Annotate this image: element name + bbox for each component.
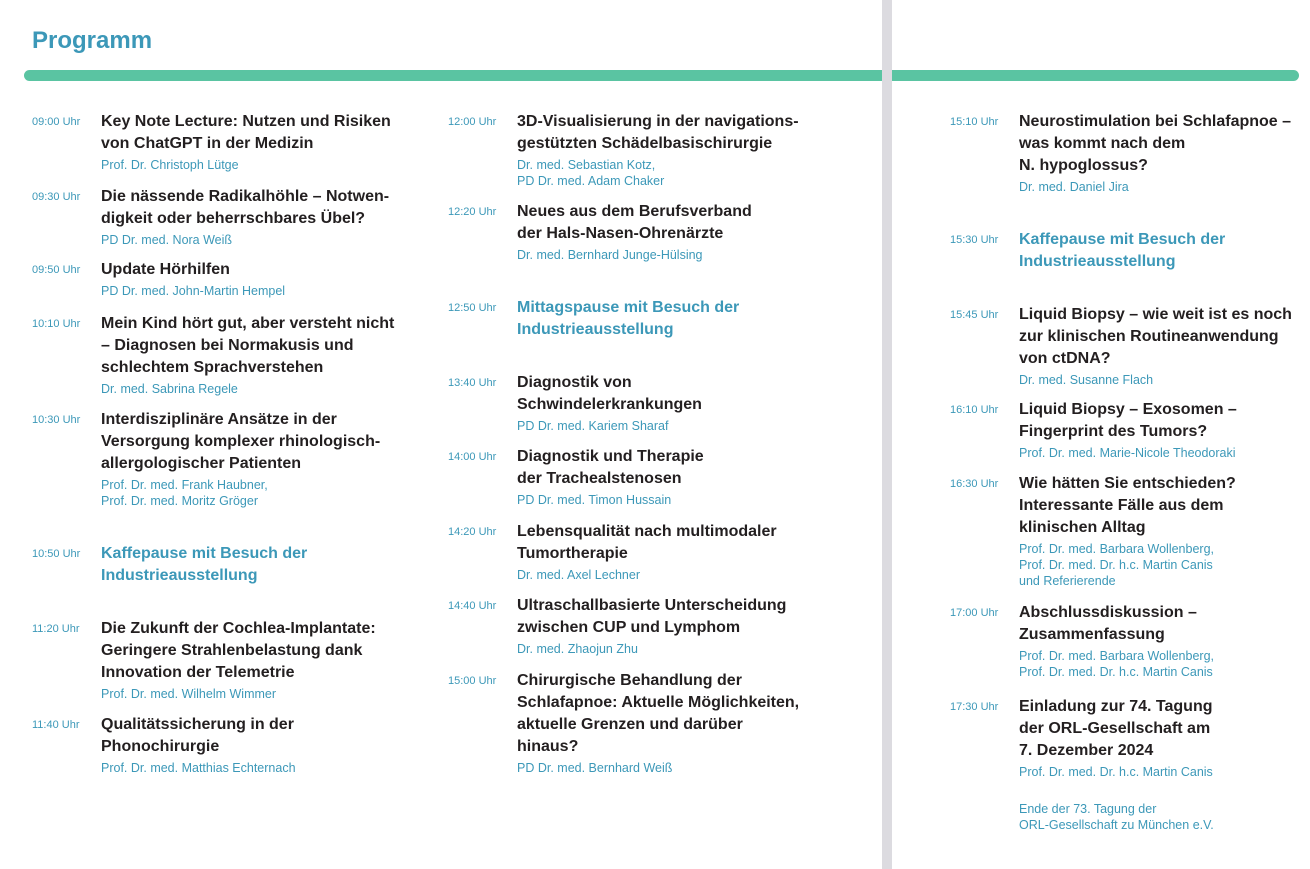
schedule-item (32, 186, 389, 248)
session-body (1019, 399, 1237, 461)
title-line: der Hals-Nasen-Ohrenärzte (517, 225, 724, 242)
session-time: 12:00 Uhr (448, 116, 497, 128)
title-line: schlechtem Sprachverstehen (101, 359, 324, 376)
session-title (1019, 304, 1292, 370)
schedule-item (950, 304, 1292, 388)
session-body (517, 372, 702, 434)
session-title (517, 446, 704, 490)
title-line: Qualitätssicherung in der (101, 716, 294, 733)
page-title: Programm (32, 27, 153, 54)
session-body (1019, 304, 1292, 388)
session-body (1019, 229, 1225, 273)
title-line: Industrieausstellung (517, 321, 674, 338)
schedule-item (448, 521, 777, 583)
session-speakers (101, 477, 380, 509)
session-body (101, 111, 391, 173)
speaker-line: PD Dr. med. Timon Hussain (517, 493, 672, 507)
schedule-item (950, 399, 1237, 461)
schedule-item (32, 714, 296, 776)
title-line: Die nässende Radikalhöhle – Notwen- (101, 188, 390, 205)
session-body (517, 111, 799, 189)
session-time: 17:00 Uhr (950, 607, 999, 619)
session-time: 16:10 Uhr (950, 404, 999, 416)
title-line: der ORL-Gesellschaft am (1019, 720, 1211, 737)
title-line: zur klinischen Routineanwendung (1019, 328, 1279, 345)
title-line: Kaffepause mit Besuch der (101, 545, 308, 562)
session-time: 09:00 Uhr (32, 116, 81, 128)
schedule-item (448, 446, 704, 508)
session-time: 14:20 Uhr (448, 526, 497, 538)
session-time: 15:10 Uhr (950, 116, 999, 128)
title-line: was kommt nach dem (1019, 135, 1186, 152)
session-body (101, 313, 394, 397)
session-time: 15:45 Uhr (950, 309, 999, 321)
session-speakers (517, 157, 799, 189)
schedule-item (448, 372, 702, 434)
session-body (517, 521, 777, 583)
closing-note (1019, 801, 1214, 833)
session-time: 14:40 Uhr (448, 600, 497, 612)
session-time: 09:30 Uhr (32, 191, 81, 203)
title-line: Liquid Biopsy – wie weit ist es noch (1019, 306, 1292, 323)
speaker-line: Dr. med. Daniel Jira (1019, 180, 1129, 194)
session-body (101, 543, 307, 587)
speaker-line: Prof. Dr. med. Dr. h.c. Martin Canis (1019, 558, 1213, 572)
session-title (517, 201, 752, 245)
session-speakers (1019, 764, 1213, 780)
session-body (101, 618, 376, 702)
title-line: Liquid Biopsy – Exosomen – (1019, 401, 1237, 418)
title-line: Schlafapnoe: Aktuelle Möglichkeiten, (517, 694, 800, 711)
schedule-item (950, 696, 1213, 780)
schedule-item (950, 229, 1225, 273)
session-body (517, 446, 704, 508)
session-speakers (1019, 372, 1292, 388)
title-line: Neurostimulation bei Schlafapnoe – (1019, 113, 1292, 130)
session-body (101, 714, 296, 776)
speaker-line: PD Dr. med. Bernhard Weiß (517, 761, 673, 775)
session-body (101, 186, 389, 248)
title-line: Ultraschallbasierte Unterscheidung (517, 597, 787, 614)
title-line: Zusammenfassung (1019, 626, 1165, 643)
session-speakers (101, 157, 391, 173)
session-title (101, 186, 389, 230)
title-line: von ChatGPT in der Medizin (101, 135, 314, 152)
speaker-line: Prof. Dr. med. Dr. h.c. Martin Canis (1019, 765, 1213, 779)
speaker-line: Prof. Dr. med. Dr. h.c. Martin Canis (1019, 665, 1213, 679)
session-time: 15:00 Uhr (448, 675, 497, 687)
title-line: Phonochirurgie (101, 738, 220, 755)
session-speakers (517, 567, 777, 583)
title-line: digkeit oder beherrschbares Übel? (101, 210, 366, 227)
title-line: klinischen Alltag (1019, 519, 1146, 536)
title-line: Kaffepause mit Besuch der (1019, 231, 1226, 248)
session-speakers (1019, 179, 1291, 195)
schedule-item (32, 543, 307, 587)
title-line: 3D-Visualisierung in der navigations- (517, 113, 799, 130)
header-divider-bar (24, 70, 1299, 81)
title-line: aktuelle Grenzen und darüber (517, 716, 743, 733)
session-title (1019, 473, 1236, 539)
closing-note-line: ORL-Gesellschaft zu München e.V. (1019, 818, 1214, 832)
speaker-line: Prof. Dr. med. Barbara Wollenberg, (1019, 649, 1214, 663)
session-time: 10:10 Uhr (32, 318, 81, 330)
session-speakers (101, 283, 285, 299)
schedule-item (448, 670, 799, 776)
session-speakers (101, 232, 389, 248)
session-speakers (1019, 648, 1214, 680)
title-line: Industrieausstellung (1019, 253, 1176, 270)
title-line: Innovation der Telemetrie (101, 664, 295, 681)
session-body (517, 670, 799, 776)
title-line: Update Hörhilfen (101, 261, 230, 278)
title-line: von ctDNA? (1019, 350, 1111, 367)
session-speakers (517, 247, 752, 263)
speaker-line: PD Dr. med. Kariem Sharaf (517, 419, 669, 433)
session-title (1019, 602, 1214, 646)
page-fold-divider (882, 0, 892, 869)
session-body (517, 201, 752, 263)
title-line: Neues aus dem Berufsverband (517, 203, 752, 220)
session-body (1019, 473, 1236, 589)
break-title (101, 543, 307, 587)
session-title (1019, 111, 1291, 177)
title-line: Wie hätten Sie entschieden? (1019, 475, 1236, 492)
schedule-item (448, 297, 739, 341)
speaker-line: Dr. med. Sabrina Regele (101, 382, 238, 396)
title-line: gestützten Schädelbasischirurgie (517, 135, 773, 152)
title-line: Diagnostik und Therapie (517, 448, 704, 465)
title-line: Key Note Lecture: Nutzen und Risiken (101, 113, 391, 130)
schedule-item (950, 602, 1214, 680)
title-line: Fingerprint des Tumors? (1019, 423, 1208, 440)
session-speakers (517, 492, 704, 508)
speaker-line: Prof. Dr. Christoph Lütge (101, 158, 239, 172)
session-time: 12:50 Uhr (448, 302, 497, 314)
speaker-line: und Referierende (1019, 574, 1116, 588)
schedule-item (448, 595, 786, 657)
title-line: der Trachealstenosen (517, 470, 682, 487)
session-time: 11:20 Uhr (32, 623, 80, 635)
session-title (101, 618, 376, 684)
title-line: Abschlussdiskussion – (1019, 604, 1197, 621)
speaker-line: PD Dr. med. Adam Chaker (517, 174, 665, 188)
session-time: 11:40 Uhr (32, 719, 80, 731)
schedule-item (32, 111, 391, 173)
title-line: hinaus? (517, 738, 579, 755)
session-title (517, 670, 799, 758)
session-speakers (101, 760, 296, 776)
speaker-line: Prof. Dr. med. Frank Haubner, (101, 478, 268, 492)
session-time: 13:40 Uhr (448, 377, 497, 389)
session-speakers (517, 641, 786, 657)
schedule-item (32, 618, 376, 702)
session-speakers (1019, 445, 1237, 461)
title-line: Industrieausstellung (101, 567, 258, 584)
title-line: Die Zukunft der Cochlea-Implantate: (101, 620, 376, 637)
session-time: 09:50 Uhr (32, 264, 81, 276)
session-time: 12:20 Uhr (448, 206, 497, 218)
speaker-line: Dr. med. Susanne Flach (1019, 373, 1154, 387)
title-line: Interdisziplinäre Ansätze in der (101, 411, 337, 428)
title-line: Interessante Fälle aus dem (1019, 497, 1224, 514)
schedule-item (448, 201, 752, 263)
session-title (101, 259, 285, 281)
schedule-item (32, 259, 285, 299)
session-body (101, 409, 380, 509)
speaker-line: Prof. Dr. med. Moritz Gröger (101, 494, 258, 508)
title-line: Lebensqualität nach multimodaler (517, 523, 777, 540)
session-title (1019, 399, 1237, 443)
title-line: Diagnostik von (517, 374, 632, 391)
speaker-line: PD Dr. med. Nora Weiß (101, 233, 233, 247)
title-line: allergologischer Patienten (101, 455, 302, 472)
session-title (101, 111, 391, 155)
schedule-item (32, 409, 380, 509)
session-speakers (1019, 541, 1236, 589)
schedule-item (950, 111, 1291, 195)
speaker-line: Prof. Dr. med. Matthias Echternach (101, 761, 296, 775)
speaker-line: Dr. med. Axel Lechner (517, 568, 640, 582)
speaker-line: Prof. Dr. med. Marie-Nicole Theodoraki (1019, 446, 1236, 460)
title-line: Versorgung komplexer rhinologisch- (101, 433, 381, 450)
speaker-line: Prof. Dr. med. Barbara Wollenberg, (1019, 542, 1214, 556)
session-body (1019, 696, 1213, 780)
title-line: 7. Dezember 2024 (1019, 742, 1154, 759)
speaker-line: Dr. med. Sebastian Kotz, (517, 158, 656, 172)
session-title (517, 521, 777, 565)
speaker-line: Dr. med. Bernhard Junge-Hülsing (517, 248, 703, 262)
session-time: 10:50 Uhr (32, 548, 81, 560)
session-title (1019, 696, 1213, 762)
session-body (517, 595, 786, 657)
break-title (517, 297, 739, 341)
session-time: 16:30 Uhr (950, 478, 999, 490)
speaker-line: PD Dr. med. John-Martin Hempel (101, 284, 286, 298)
session-speakers (517, 418, 702, 434)
session-title (101, 313, 394, 379)
session-time: 17:30 Uhr (950, 701, 999, 713)
session-body (101, 259, 285, 299)
title-line: N. hypoglossus? (1019, 157, 1148, 174)
title-line: Schwindelerkrankungen (517, 396, 702, 413)
session-time: 15:30 Uhr (950, 234, 999, 246)
break-title (1019, 229, 1225, 273)
session-body (517, 297, 739, 341)
schedule-item (448, 111, 799, 189)
schedule-item (950, 473, 1236, 589)
session-title (517, 595, 786, 639)
session-title (517, 372, 702, 416)
session-title (101, 409, 380, 475)
title-line: zwischen CUP und Lymphom (517, 619, 741, 636)
title-line: – Diagnosen bei Normakusis und (101, 337, 354, 354)
session-time: 10:30 Uhr (32, 414, 81, 426)
title-line: Geringere Strahlenbelastung dank (101, 642, 363, 659)
title-line: Mittagspause mit Besuch der (517, 299, 740, 316)
speaker-line: Prof. Dr. med. Wilhelm Wimmer (101, 687, 277, 701)
session-body (1019, 111, 1291, 195)
session-speakers (101, 381, 394, 397)
speaker-line: Dr. med. Zhaojun Zhu (517, 642, 638, 656)
closing-note-line: Ende der 73. Tagung der (1019, 802, 1157, 816)
session-body (1019, 602, 1214, 680)
schedule-item (32, 313, 394, 397)
session-time: 14:00 Uhr (448, 451, 497, 463)
title-line: Mein Kind hört gut, aber versteht nicht (101, 315, 395, 332)
title-line: Chirurgische Behandlung der (517, 672, 742, 689)
session-speakers (101, 686, 376, 702)
session-title (101, 714, 296, 758)
session-speakers (517, 760, 799, 776)
title-line: Tumortherapie (517, 545, 628, 562)
title-line: Einladung zur 74. Tagung (1019, 698, 1213, 715)
session-title (517, 111, 799, 155)
